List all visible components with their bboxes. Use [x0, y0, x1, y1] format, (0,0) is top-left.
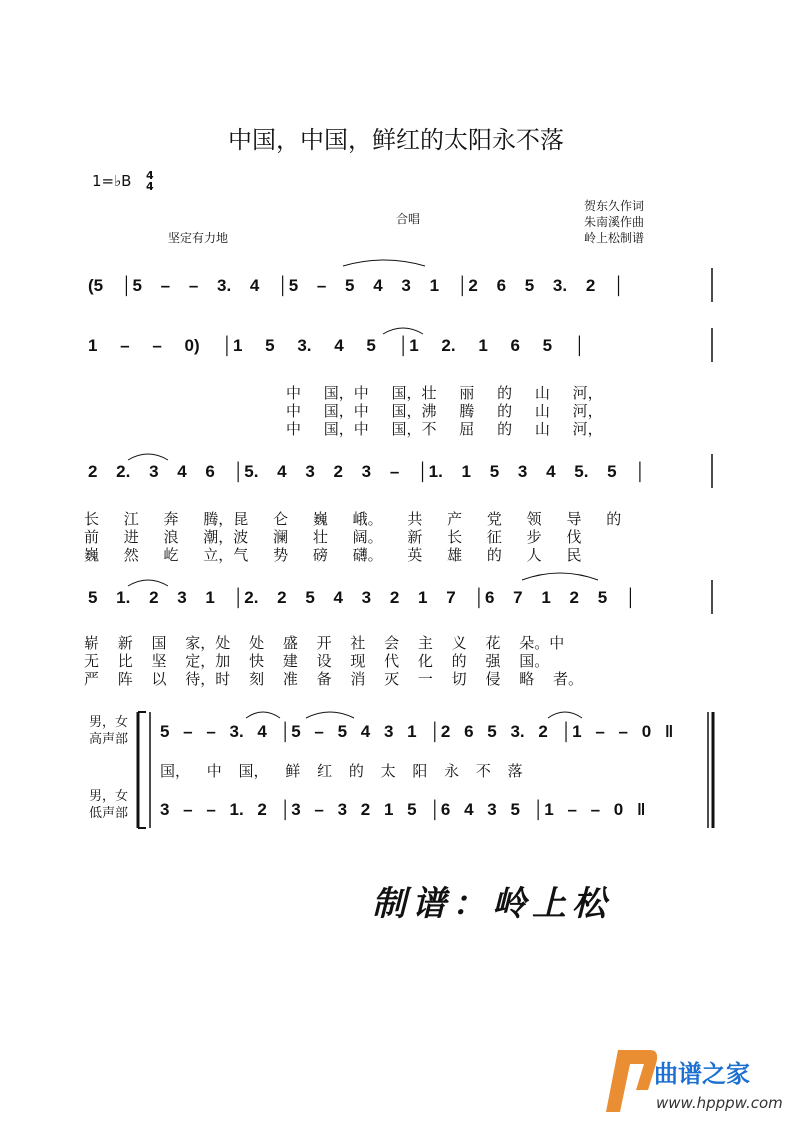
lyric-row-4-verse-3: 严 阵 以 待，时 刻 准 备 消 灭 一 切 侵 略 者。	[84, 670, 583, 688]
upper-voice-label-line-2: 高声部	[88, 732, 128, 747]
score-row-2: 1 – – 0) │1 5 3. 4 5 │1 2. 1 6 5 │	[88, 336, 586, 355]
tempo-marking: 坚定有力地	[168, 231, 229, 245]
lyric-row-4-verse-2: 无 比 坚 定，加 快 建 设 现 代 化 的 强 国。	[84, 652, 550, 670]
lower-voice-notes: 3 – – 1. 2 │3 – 3 2 1 5 │6 4 3 5 │1 – – 0 ‖	[160, 800, 646, 819]
lyricist: 贺东久作词	[584, 199, 645, 213]
watermark-name[interactable]: 曲谱之家	[654, 1060, 750, 1088]
lyric-row-4-verse-1: 崭 新 国 家，处 处 盛 开 社 会 主 义 花 朵。中	[84, 634, 565, 652]
composer: 朱南溪作曲	[584, 215, 645, 229]
time-bottom: 4	[146, 180, 154, 193]
lyric-row-3-verse-2: 前 进 浪 潮，波 澜 壮 阔。 新 长 征 步 伐	[84, 528, 582, 546]
time-top: 4	[146, 169, 154, 182]
score-row-4: 5 1. 2 3 1 │2. 2 5 4 3 2 1 7 │6 7 1 2 5 │	[88, 588, 637, 607]
score-row-1: (5 │5 – – 3. 4 │5 – 5 4 3 1 │2 6 5 3. 2 │	[88, 276, 625, 295]
lyric-row-2-verse-1: 中 国，中 国，壮 丽 的 山 河，	[286, 384, 603, 402]
page-title: 中国，中国，鲜红的太阳永不落	[228, 126, 564, 154]
form-label: 合唱	[396, 212, 421, 226]
lyric-row-2-verse-3: 中 国，中 国，不 屈 的 山 河，	[286, 420, 603, 438]
upper-voice-lyric: 国， 中 国， 鲜 红 的 太 阳 永 不 落	[160, 762, 523, 780]
lyric-row-2-verse-2: 中 国，中 国，沸 腾 的 山 河，	[286, 402, 603, 420]
upper-voice-notes: 5 – – 3. 4 │5 – 5 4 3 1 │2 6 5 3. 2 │1 – – 0 ‖	[160, 722, 674, 741]
watermark-url[interactable]: www.hpppw.com	[656, 1094, 783, 1112]
lyric-row-3-verse-1: 长 江 奔 腾，昆 仑 巍 峨。 共 产 党 领 导 的	[84, 510, 622, 528]
upper-voice-label-line-1: 男，女	[88, 715, 128, 730]
key-label: 1=♭B	[92, 172, 132, 190]
lower-voice-label-line-2: 低声部	[88, 806, 128, 821]
lower-voice-label-line-1: 男，女	[88, 789, 128, 804]
arranger: 岭上松制谱	[584, 231, 645, 245]
score-row-3: 2 2. 3 4 6 │5. 4 3 2 3 – │1. 1 5 3 4 5. 5 │	[88, 462, 646, 481]
lyric-row-3-verse-3: 巍 然 屹 立，气 势 磅 礴。 英 雄 的 人 民	[84, 546, 582, 564]
signature: 制谱：岭上松	[372, 884, 612, 924]
